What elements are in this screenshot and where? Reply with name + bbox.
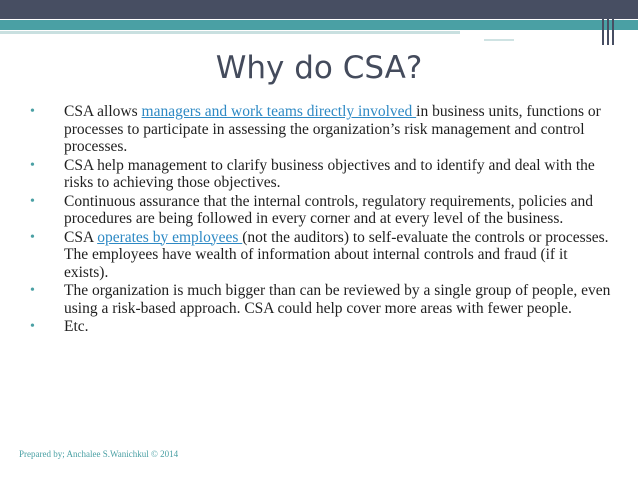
bullet-item: [30, 318, 615, 336]
decorative-stripes: [598, 0, 638, 45]
bullet-link[interactable]: operates by employees: [97, 228, 243, 246]
bullet-item: [30, 193, 615, 228]
header-thin-line-2: [484, 39, 514, 41]
bullet-icon: •: [30, 229, 35, 245]
bullet-icon: •: [30, 157, 35, 173]
header-dark-band: [0, 0, 638, 19]
bullet-item: [30, 282, 615, 317]
bullet-link[interactable]: managers and work teams directly involved: [141, 103, 417, 120]
bullet-icon: •: [30, 104, 35, 119]
bullet-icon: •: [30, 283, 35, 298]
bullet-text: Continuous assurance that the internal controls, regulatory requirements, policies and procedures are being followed in every corner and at every level of the business.: [64, 192, 594, 227]
bullet-text: CSA help management to clarify business objectives and to identify and deal with the risks to achieving those objectives.: [64, 156, 595, 191]
slide-title: Why do CSA?: [215, 50, 423, 86]
bullet-text-cont: in business units, functions or processes to participate in assessing the organization’s risk management and control processes.: [64, 103, 601, 155]
bullet-icon: •: [30, 319, 35, 334]
bullet-text: CSA: [64, 228, 98, 246]
header-teal-band: [0, 20, 638, 30]
bullet-item: [30, 103, 615, 156]
header-thin-line: [0, 31, 460, 34]
bullet-text: Etc.: [64, 318, 89, 335]
bullet-item: [30, 157, 615, 192]
bullet-text: CSA allows: [64, 103, 142, 120]
bullet-text: The organization is much bigger than can be reviewed by a single group of people, even using a risk-based approach. CSA could help cover more areas with fewer people.: [64, 282, 611, 317]
bullet-icon: •: [30, 193, 35, 209]
bullet-text-cont: (not the auditors) to self-evaluate the controls or processes. The employees have wealth of information about internal controls and fraud (if it exists).: [64, 228, 609, 281]
bullet-list: [30, 103, 615, 337]
bullet-item: [30, 229, 615, 282]
footer-credit: Prepared by; Anchalee S.Wanichkul © 2014: [19, 449, 179, 459]
